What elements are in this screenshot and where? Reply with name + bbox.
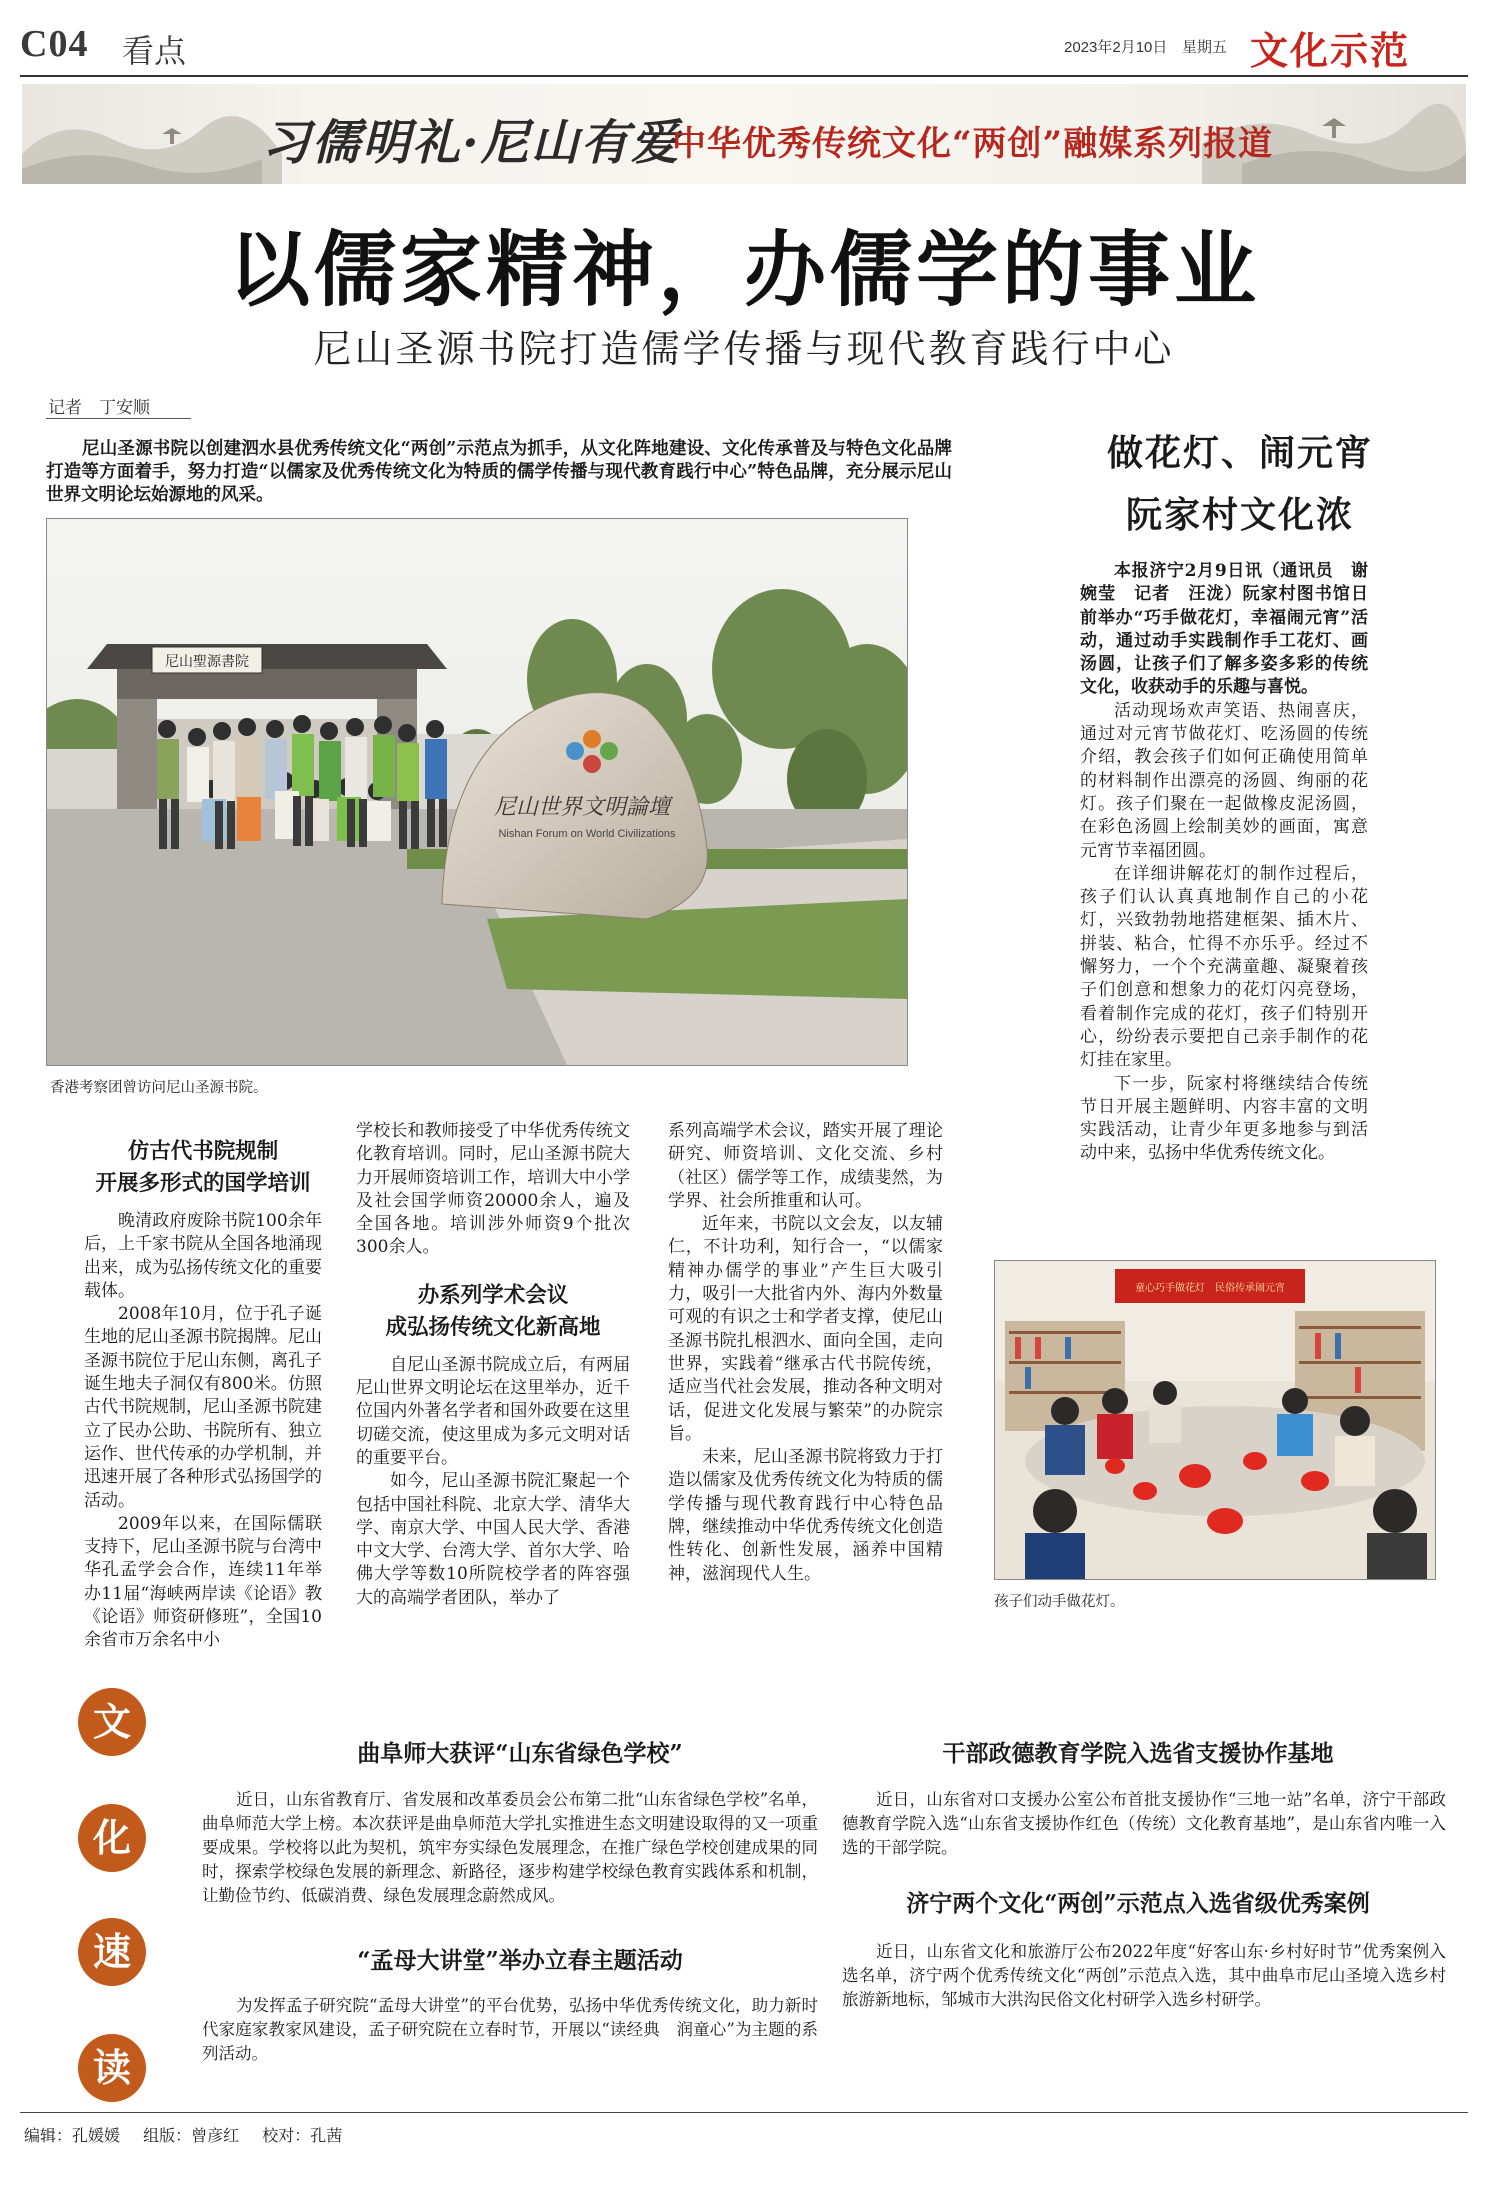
subhead-2-line-2: 成弘扬传统文化新高地 xyxy=(385,1314,601,1340)
headline: 以儒家精神，办儒学的事业 xyxy=(227,222,1260,318)
brief-body-3: 近日，山东省对口支援办公室公布首批支援协作“三地一站”名单，济宁干部政德教育学院入选“山东省支援协作红色（传统）文化教育基地”，是山东省内唯一入选的干部学院。 xyxy=(842,1790,1446,1857)
brief-body-4: 近日，山东省文化和旅游厅公布2022年度“好客山东·乡村好时节”优秀案例入选名单，济宁两个优秀传统文化“两创”示范点入选，其中曲阜市尼山圣境入选乡村旅游新地标，邹城市大洪沟民俗文化村研学入选乡村研学。 xyxy=(842,1942,1446,2009)
lead-paragraph: 尼山圣源书院以创建泗水县优秀传统文化“两创”示范点为抓手，从文化阵地建设、文化传承普及与特色文化品牌打造等方面着手，努力打造“以儒家及优秀传统文化为特质的儒学传播与现代教育践行中心”特色品牌，充分展示尼山世界文明论坛始源地的风采。 xyxy=(46,439,952,505)
issue-date: 2023年2月10日 xyxy=(1064,39,1168,56)
briefs-label-char-1: 文 xyxy=(78,1688,146,1756)
paragraph: 近年来，书院以文会友，以友辅仁，不计功利，知行合一，“以儒家精神办儒学的事业”产生巨大吸引力，吸引一大批省内外、海内外数量可观的有识之士和学者支撑，使尼山圣源书院扎根泗水、面向全国，走向世界，实践着“继承古代书院传统，适应当代社会发展，推动各种文明对话，促进文化发展与繁荣”的办院宗旨。 xyxy=(668,1214,943,1444)
stone-english: Nishan Forum on World Civilizations xyxy=(498,828,676,840)
header-rule xyxy=(20,75,1468,77)
paragraph: 活动现场欢声笑语、热闹喜庆，通过对元宵节做花灯、吃汤圆的传统介绍，教会孩子们如何正确使用简单的材料制作出漂亮的汤圆、绚丽的花灯。孩子们聚在一起做橡皮泥汤圆，在彩色汤圆上绘制美妙的画面，寓意元宵节幸福团圆。 xyxy=(1080,700,1368,861)
footer-rule xyxy=(20,2112,1468,2113)
section-name: 看点 xyxy=(122,32,187,70)
side-article-body xyxy=(1080,560,1368,1166)
brief-title-2: “孟母大讲堂”举办立春主题活动 xyxy=(357,1947,683,1974)
paragraph: 自尼山圣源书院成立后，有两届尼山世界文明论坛在这里举办，近千位国内外著名学者和国外政要在这里切磋交流，使这里成为多元文明对话的重要平台。 xyxy=(356,1354,630,1468)
paragraph: 2008年10月，位于孔子诞生地的尼山圣源书院揭牌。尼山圣源书院位于尼山东侧，离孔子诞生地夫子洞仅有800米。仿照古代书院规制，尼山圣源书院建立了民办公助、书院所有、独立运作、世代传承的办学机制，并迅速开展了各种形式弘扬国学的活动。 xyxy=(84,1304,322,1511)
section-subhead-2 xyxy=(356,1280,630,1344)
series-banner xyxy=(22,84,1466,184)
photo-banner-text: 童心巧手做花灯 民俗传承闹元宵 xyxy=(1135,1283,1285,1294)
byline-rule xyxy=(46,418,191,419)
subhead-1-line-2: 开展多形式的国学培训 xyxy=(95,1171,311,1196)
briefs-label-char-4: 读 xyxy=(78,2034,146,2102)
subhead-2-line-1: 办系列学术会议 xyxy=(417,1282,569,1308)
paragraph: 系列高端学术会议，踏实开展了理论研究、师资培训、文化交流、乡村（社区）儒学等工作，成绩斐然，为学界、社会所推重和认可。 xyxy=(668,1121,943,1211)
brief-body-2: 为发挥孟子研究院“孟母大讲堂”的平台优势，弘扬中华优秀传统文化，助力新时代家庭家教家风建设，孟子研究院在立春时节，开展以“读经典 润童心”为主题的系列活动。 xyxy=(202,1996,818,2063)
subheadline: 尼山圣源书院打造儒学传播与现代教育践行中心 xyxy=(313,327,1175,371)
gate-sign-text: 尼山聖源書院 xyxy=(165,654,249,670)
footer-credits xyxy=(24,2123,360,2146)
byline: 记者 丁安顺 xyxy=(48,398,150,418)
side-photo-caption: 孩子们动手做花灯。 xyxy=(994,1594,1125,1610)
briefs-label-char-2: 化 xyxy=(78,1804,146,1872)
side-article-title-line-1: 做花灯、闹元宵 xyxy=(1106,432,1373,474)
lantern-making-photo xyxy=(995,1261,1435,1579)
stone-inscription: 尼山世界文明論壇 xyxy=(493,795,671,820)
academy-gate-photo xyxy=(47,519,907,1065)
banner-series-title: 中华优秀传统文化“两创”融媒系列报道 xyxy=(672,124,1274,164)
brief-body-1: 近日，山东省教育厅、省发展和改革委员会公布第二批“山东省绿色学校”名单，曲阜师范大学上榜。本次获评是曲阜师范大学扎实推进生态文明建设取得的又一项重要成果。学校将以此为契机，筑牢夯实绿色发展理念，在推广绿色学校创建成果的同时，探索学校绿色发展的新理念、新路径，逐步构建学校绿色教育实践体系和机制，让勤俭节约、低碳消费、绿色发展理念蔚然成风。 xyxy=(202,1790,818,1905)
brief-title-4: 济宁两个文化“两创”示范点入选省级优秀案例 xyxy=(906,1890,1370,1917)
main-photo-caption: 香港考察团曾访问尼山圣源书院。 xyxy=(50,1080,268,1096)
paragraph: 如今，尼山圣源书院汇聚起一个包括中国社科院、北京大学、清华大学、南京大学、中国人民大学、香港中文大学、台湾大学、首尔大学、哈佛大学等数10所院校学者的阵容强大的高端学者团队，举办了 xyxy=(356,1471,630,1608)
paragraph: 在详细讲解花灯的制作过程后，孩子们认认真真地制作自己的小花灯，兴致勃勃地搭建框架、插木片、拼装、粘合，忙得不亦乐乎。经过不懈努力，一个个充满童趣、凝聚着孩子们创意和想象力的花灯闪亮登场，看着制作完成的花灯，孩子们特别开心，纷纷表示要把自己亲手制作的花灯挂在家里。 xyxy=(1080,863,1368,1071)
section-subhead-1 xyxy=(84,1136,322,1200)
proof-credit: 校对：孔茜 xyxy=(262,2126,343,2145)
briefs-label-char-3: 速 xyxy=(78,1918,146,1986)
article-column-2 xyxy=(356,1120,630,1610)
layout-credit: 组版：曾彦红 xyxy=(143,2126,240,2145)
paragraph: 2009年以来，在国际儒联支持下，尼山圣源书院与台湾中华孔孟学会合作，连续11年举办11届“海峡两岸读《论语》教《论语》师资研修班”，全国10余省市万余名中小 xyxy=(84,1513,322,1651)
article-column-1 xyxy=(84,1136,322,1653)
paragraph: 本报济宁2月9日讯（通讯员 谢婉莹 记者 汪泷）阮家村图书馆日前举办“巧手做花灯，幸福闹元宵”活动，通过动手实践制作手工花灯、画汤圆，让孩子们了解多姿多彩的传统文化，收获动手的乐趣与喜悦。 xyxy=(1080,561,1368,698)
main-photo xyxy=(46,518,908,1066)
side-article-title-line-2: 阮家村文化浓 xyxy=(1125,494,1354,536)
paragraph: 晚清政府废除书院100余年后，上千家书院从全国各地涌现出来，成为弘扬传统文化的重要载体。 xyxy=(84,1211,322,1301)
article-column-3 xyxy=(668,1120,943,1586)
banner-campaign-title: 习儒明礼·尼山有爱 xyxy=(262,115,681,171)
page-number: C04 xyxy=(20,23,89,65)
paragraph: 下一步，阮家村将继续结合传统节日开展主题鲜明、内容丰富的文明实践活动，让青少年更多地参与到活动中来，弘扬中华优秀传统文化。 xyxy=(1080,1073,1368,1164)
editor-credit: 编辑：孔媛媛 xyxy=(24,2126,121,2145)
brief-title-3: 干部政德教育学院入选省支援协作基地 xyxy=(942,1740,1334,1767)
side-photo xyxy=(994,1260,1436,1580)
brief-title-1: 曲阜师大获评“山东省绿色学校” xyxy=(357,1740,683,1767)
masthead: 文化示范 xyxy=(1250,28,1411,73)
subhead-1-line-1: 仿古代书院规制 xyxy=(127,1139,279,1164)
paragraph: 学校长和教师接受了中华优秀传统文化教育培训。同时，尼山圣源书院大力开展师资培训工作，培训大中小学及社会国学师资20000余人，遍及全国各地。培训涉外师资9个批次300余人。 xyxy=(356,1121,630,1258)
paragraph: 未来，尼山圣源书院将致力于打造以儒家及优秀传统文化为特质的儒学传播与现代教育践行中心特色品牌，继续推动中华优秀传统文化创造性转化、创新性发展，涵养中国精神，滋润现代人生。 xyxy=(668,1447,943,1584)
issue-weekday: 星期五 xyxy=(1182,38,1228,56)
